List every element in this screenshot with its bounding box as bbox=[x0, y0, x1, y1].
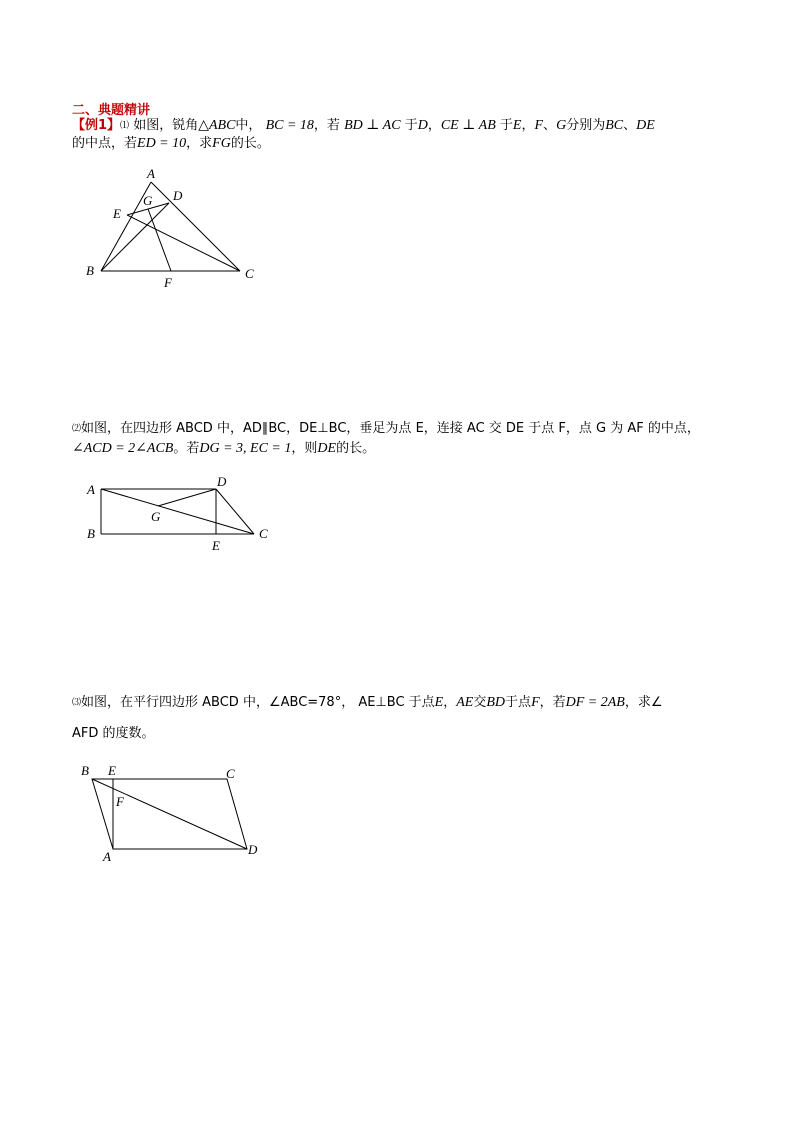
label-E: E bbox=[212, 538, 220, 553]
q1-number: ⑴ bbox=[120, 121, 130, 131]
q1-math: BC bbox=[605, 118, 624, 133]
label-A: A bbox=[87, 482, 95, 497]
q1-math: BD ⊥ AC bbox=[344, 118, 401, 133]
q1-text: ，求 bbox=[186, 136, 213, 151]
q2-text: 如图，在四边形 ABCD 中，AD∥BC，DE⊥BC，垂足为点 E，连接 AC 交 DE 于点 F，点 G 为 AF 的中点， bbox=[81, 421, 700, 436]
example-tag: 【例1】 bbox=[72, 118, 121, 133]
label-C: C bbox=[245, 266, 254, 281]
q1-text: 的中点，若 bbox=[72, 136, 138, 151]
q1-text: ， bbox=[427, 118, 441, 133]
q1-math: △ABC bbox=[198, 118, 236, 133]
q1-math: E bbox=[512, 118, 522, 133]
label-D: D bbox=[248, 842, 258, 857]
q2-text: ，则 bbox=[291, 441, 318, 456]
label-B: B bbox=[81, 763, 89, 778]
q1-text: 分别为 bbox=[566, 118, 606, 133]
label-F: F bbox=[116, 794, 124, 809]
q1-text: 于 bbox=[404, 118, 418, 133]
q1-text: 如图，锐角 bbox=[129, 118, 199, 133]
q2-math: ∠ACD = 2∠ACB bbox=[72, 441, 174, 456]
q1-math: D bbox=[417, 118, 428, 133]
label-A: A bbox=[147, 166, 155, 181]
q1-math: BC = 18 bbox=[265, 118, 314, 133]
label-B: B bbox=[86, 263, 94, 278]
q1-math: DE bbox=[636, 118, 655, 133]
q1-text: ， bbox=[521, 118, 535, 133]
segment-BD bbox=[92, 779, 247, 849]
q3-text: ， bbox=[443, 695, 457, 710]
q3-text: ，若 bbox=[539, 695, 566, 710]
q1-math: FG bbox=[212, 136, 231, 151]
q3-number: ⑶ bbox=[72, 698, 82, 708]
q1-math: F bbox=[534, 118, 544, 133]
q2-math: DE bbox=[317, 441, 337, 456]
label-G: G bbox=[151, 509, 161, 524]
q3-math: F bbox=[531, 695, 540, 710]
label-B: B bbox=[87, 526, 95, 541]
label-E: E bbox=[113, 206, 121, 221]
q1-text: 中， bbox=[235, 118, 262, 133]
q3-text: AFD 的度数。 bbox=[72, 726, 155, 741]
q2-text: 的长。 bbox=[336, 441, 376, 456]
label-C: C bbox=[259, 526, 268, 541]
q1-text: ，若 bbox=[313, 118, 340, 133]
label-E: E bbox=[108, 763, 116, 778]
q1-math: CE ⊥ AB bbox=[440, 118, 496, 133]
q1-math: ED = 10 bbox=[137, 136, 187, 151]
q1-text: 、 bbox=[623, 118, 637, 133]
q3-math: AE bbox=[456, 695, 474, 710]
q3-math: BD bbox=[486, 695, 506, 710]
label-C: C bbox=[226, 766, 235, 781]
label-A: A bbox=[103, 849, 111, 864]
q3-text: 如图，在平行四边形 ABCD 中，∠ABC=78°， AE⊥BC 于点 bbox=[81, 695, 435, 710]
q1-math: G bbox=[556, 118, 567, 133]
q3-text: 于点 bbox=[505, 695, 532, 710]
q1-text: 于 bbox=[499, 118, 513, 133]
label-F: F bbox=[164, 275, 172, 290]
q3-math: E bbox=[434, 695, 444, 710]
q2-number: ⑵ bbox=[72, 424, 82, 434]
q2-math: DG = 3, EC = 1 bbox=[199, 441, 292, 456]
q1-text: 的长。 bbox=[230, 136, 270, 151]
label-D: D bbox=[217, 474, 227, 489]
label-D: D bbox=[173, 188, 183, 203]
label-G: G bbox=[143, 193, 153, 208]
q3-text: 交 bbox=[473, 695, 487, 710]
q3-text: ，求∠ bbox=[624, 695, 663, 710]
q2-text: 。若 bbox=[173, 441, 200, 456]
section-heading: 二、典题精讲 bbox=[72, 103, 151, 118]
q1-text: 、 bbox=[543, 118, 557, 133]
q3-math: DF = 2AB bbox=[565, 695, 625, 710]
